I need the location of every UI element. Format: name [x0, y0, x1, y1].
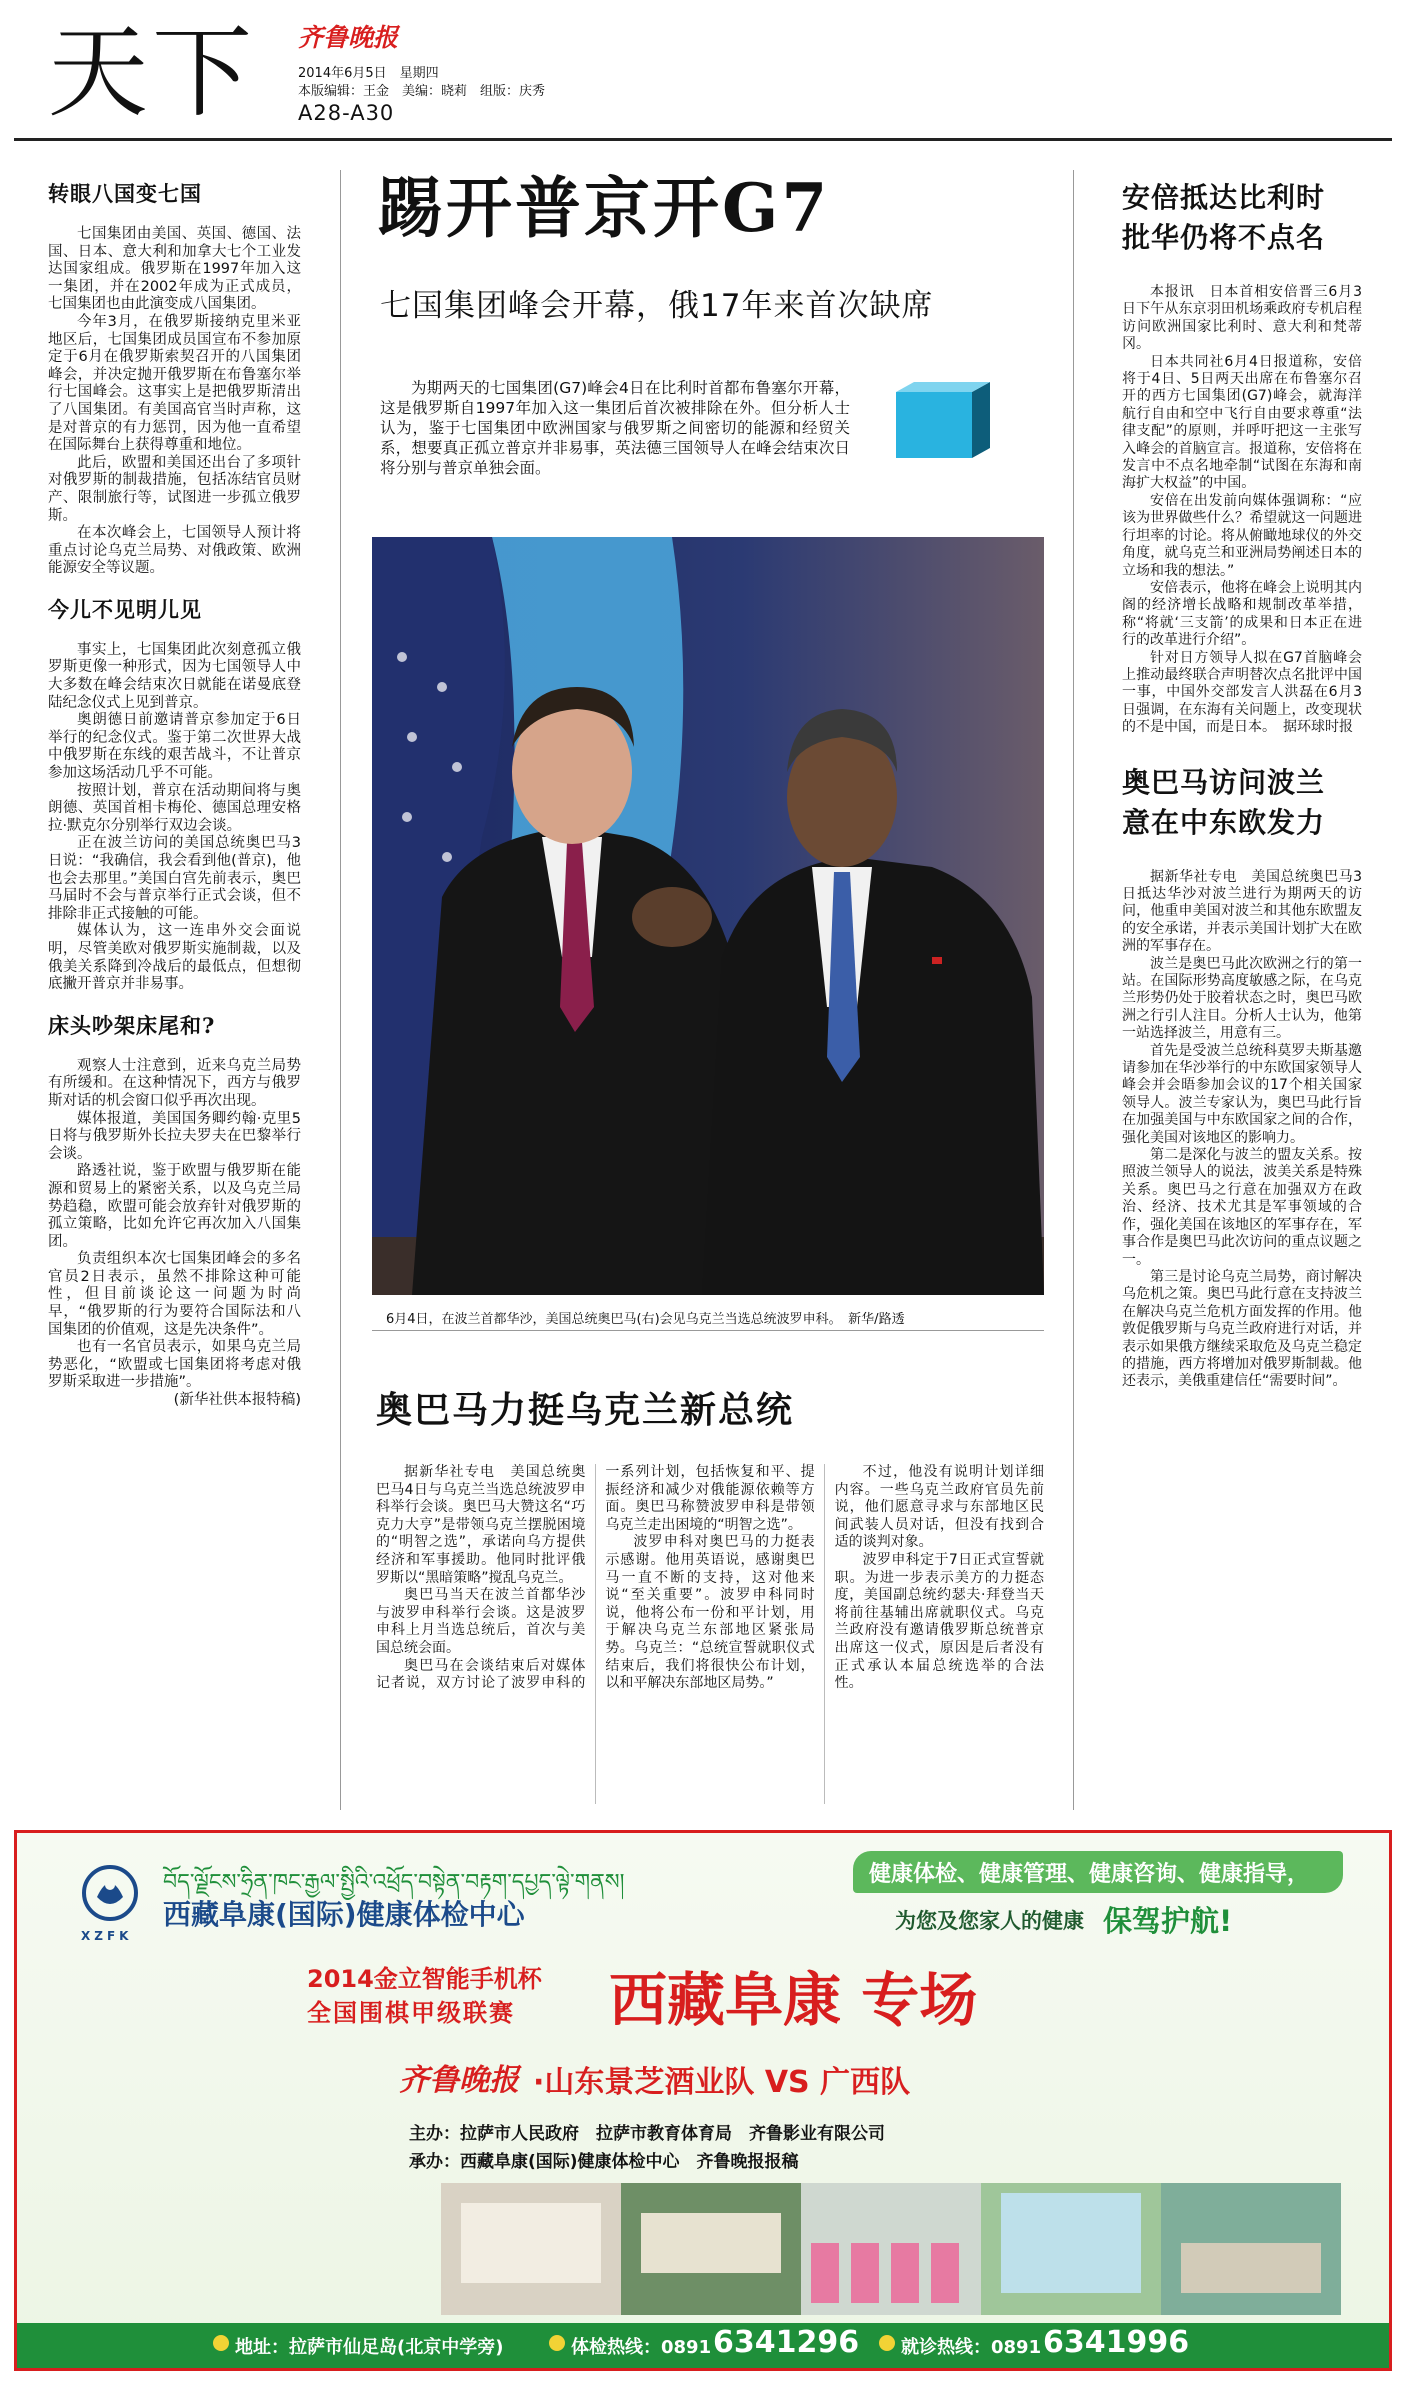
checkup-hotline-label: 体检热线：0891	[571, 2337, 712, 2358]
logo-abbreviation: XZFK	[81, 1929, 133, 1943]
slogan-line2b: 保驾护航!	[1103, 1904, 1233, 1938]
section-heading: 今儿不见明儿见	[48, 596, 202, 622]
tibetan-name: བོད་ལྗོངས་ཧྲིན་ཁང་རྒྱལ་སྤྱིའི་འཕྲོད་བསྟེན་བརྟག་དཔྱད་ལྟེ་གནས།	[163, 1870, 625, 1895]
section-heading-line2: 批华仍将不点名	[1122, 221, 1326, 254]
editor-credits: 本版编辑：王金 美编：晓莉 组版：庆秀	[298, 84, 546, 99]
article-body	[1122, 869, 1362, 1391]
paragraph: 波兰是奥巴马此次欧洲之行的第一站。在国际形势高度敏感之际，在乌克兰形势仍处于胶着状态之时，奥巴马欧洲之行引人注目。分析人士认为，他第一站选择波兰，用意有三。	[1122, 955, 1362, 1042]
slogan-line1: 健康体检、健康管理、健康咨询、健康指导，	[869, 1862, 1310, 1887]
paragraph: 媒体报道，美国国务卿约翰·克里5日将与俄罗斯外长拉夫罗夫在巴黎举行会谈。	[48, 1110, 301, 1162]
section-heading: 床头吵架床尾和?	[48, 1012, 216, 1038]
clinic-hotline-number: 6341996	[1043, 2325, 1190, 2360]
article-body	[48, 1058, 301, 1410]
paragraph: 安倍表示，他将在峰会上说明其内阁的经济增长战略和规制改革举措，称“将就‘三支箭’的成果和日本正在进行的改革进行介绍”。	[1122, 579, 1362, 649]
paragraph: 在本次峰会上，七国领导人预计将重点讨论乌克兰局势、对俄政策、欧洲能源安全等议题。	[48, 525, 301, 577]
paragraph: 正在波兰访问的美国总统奥巴马3日说：“我确信，我会看到他(普京)，他也会去那里。”美国白宫先前表示，奥巴马届时不会与普京举行正式会谈，但不排除非正式接触的可能。	[48, 835, 301, 922]
event-title-line1: 2014金立智能手机杯	[307, 1965, 542, 1993]
host-line: 主办：拉萨市人民政府 拉萨市教育体育局 齐鲁影业有限公司	[409, 2124, 885, 2144]
newspaper-brand: 齐鲁晚报	[298, 23, 399, 52]
caption-rule	[372, 1330, 1044, 1331]
paragraph: 不过，他没有说明计划详细内容。一些乌克兰政府官员先前说，他们愿意寻求与东部地区民间武装人员对话，但没有找到合适的谈判对象。	[834, 1464, 1044, 1551]
paragraph: 奥巴马当天在波兰首都华沙与波罗申科举行会谈。这是波罗申科上月当选总统后，首次与美国总统会面。	[376, 1587, 586, 1656]
paragraph: 按照计划，普京在活动期间将与奥朗德、英国首相卡梅伦、德国总理安格拉·默克尔分别举行双边会谈。	[48, 782, 301, 834]
page-range: A28-A30	[298, 101, 395, 125]
paragraph: 据新华社专电 美国总统奥巴马3日抵达华沙对波兰进行为期两天的访问，他重申美国对波兰和其他东欧盟友的安全承诺，并表示美国计划扩大在欧洲的军事存在。	[1122, 868, 1362, 955]
match-brand: 齐鲁晚报	[399, 2063, 519, 2098]
section-heading: 奥巴马访问波兰	[1122, 765, 1326, 799]
paragraph: 今年3月，在俄罗斯接纳克里米亚地区后，七国集团成员国宣布不参加原定于6月在俄罗斯索契召开的八国集团峰会，并决定抛开俄罗斯在布鲁塞尔举行七国峰会。这事实上是把俄罗斯清出了八国集团。有美国高官当时声称，这是对普京的有力惩罚，因为他一直希望在国际舞台上获得尊重和地位。	[48, 313, 301, 454]
xzfk-logo-icon	[73, 1863, 147, 1933]
paragraph: 据新华社专电 美国总统奥巴马4日与乌克兰当选总统波罗申科举行会谈。奥巴马大赞这名“巧克力大亨”是带领乌克兰摆脱困境的“明智之选”，承诺向乌方提供经济和军事援助。他同时批评俄罗斯以“黑暗策略”搅乱乌克兰。	[376, 1464, 586, 1586]
paragraph: 为期两天的七国集团(G7)峰会4日在比利时首都布鲁塞尔开幕，这是俄罗斯自1997年加入这一集团后首次被排除在外。但分析人士认为，鉴于七国集团中欧洲国家与俄罗斯之间密切的能源和经贸关系，想要真正孤立普京并非易事，英法德三国领导人在峰会结束次日将分别与普京单独会面。	[380, 379, 850, 477]
paragraph: 第三是讨论乌克兰局势，商讨解决乌危机之策。奥巴马此行意在支持波兰在解决乌克兰危机方面发挥的作用。他敦促俄罗斯与乌克兰政府进行对话，并表示如果俄方继续采取危及乌克兰稳定的措施，西方将增加对俄罗斯制裁。他还表示，美俄重建信任“需要时间”。	[1122, 1268, 1362, 1390]
decorative-block-icon	[890, 378, 1000, 468]
paragraph: 此后，欧盟和美国还出台了多项针对俄罗斯的制裁措施，包括冻结官员财产、限制旅行等，试图进一步孤立俄罗斯。	[48, 454, 301, 524]
article-body	[48, 642, 301, 994]
headline: 踢开普京开G7	[377, 169, 831, 247]
news-photo	[372, 537, 1044, 1295]
slogan-line2a: 为您及您家人的健康	[895, 1909, 1084, 1933]
right-column	[1122, 178, 1362, 1391]
subheadline: 七国集团峰会开幕，俄17年来首次缺席	[380, 288, 934, 324]
column-divider-right	[1073, 170, 1074, 1810]
paragraph: 奥朗德日前邀请普京参加定于6日举行的纪念仪式。鉴于第二次世界大战中俄罗斯在东线的艰苦战斗，不让普京参加这场活动几乎不可能。	[48, 712, 301, 782]
photo-caption: 6月4日，在波兰首都华沙，美国总统奥巴马(右)会见乌克兰当选总统波罗申科。 新华/路透	[386, 1312, 905, 1327]
paragraph: 首先是受波兰总统科莫罗夫斯基邀请参加在华沙举行的中东欧国家领导人峰会并会晤参加会议的17个相关国家领导人。波兰专家认为，奥巴马此行旨在加强美国与中东欧国家之间的合作，强化美国对该地区的影响力。	[1122, 1042, 1362, 1146]
section-heading-line2: 意在中东欧发力	[1122, 805, 1326, 839]
section-heading: 安倍抵达比利时	[1122, 181, 1326, 214]
section-title: 天下	[48, 14, 256, 131]
lead-paragraph	[380, 378, 850, 478]
story-body	[376, 1464, 1044, 1804]
paragraph: 媒体认为，这一连串外交会面说明，尽管美欧对俄罗斯实施制裁，以及俄美关系降到冷战后的最低点，但想彻底撇开普京并非易事。	[48, 923, 301, 993]
organization-name: 西藏阜康(国际)健康体检中心	[163, 1898, 525, 1931]
article-body	[1122, 284, 1362, 737]
event-big-title: 西藏阜康 专场	[609, 1966, 978, 2034]
paragraph: 本报讯 日本首相安倍晋三6月3日下午从东京羽田机场乘政府专机启程访问欧洲国家比利时、意大利和梵蒂冈。	[1122, 284, 1362, 353]
paragraph: 负责组织本次七国集团峰会的多名官员2日表示，虽然不排除这种可能性，但目前谈论这一问题为时尚早，“俄罗斯的行为要符合国际法和八国集团的价值观，这是先决条件”。	[48, 1251, 301, 1338]
section-heading: 转眼八国变七国	[48, 181, 202, 206]
phone-icon	[549, 2335, 565, 2351]
article-body	[48, 226, 301, 578]
facility-photo-strip	[441, 2183, 1341, 2315]
advertisement	[14, 1830, 1392, 2371]
paragraph: 日本共同社6月4日报道称，安倍将于4日、5日两天出席在布鲁塞尔召开的西方七国集团(G7)峰会，就海洋航行自由和空中飞行自由要求尊重“法律支配”的原则，并呼吁把这一主张写入峰会的首脑宣言。报道称，安倍将在发言中不点名地牵制“试图在东海和南海扩大权益”的中国。	[1122, 353, 1362, 492]
issue-date: 2014年6月5日 星期四	[298, 66, 439, 81]
story-headline: 奥巴马力挺乌克兰新总统	[376, 1389, 795, 1431]
clinic-hotline-label: 就诊热线：0891	[901, 2337, 1042, 2358]
paragraph: 第二是深化与波兰的盟友关系。按照波兰领导人的说法，波美关系是特殊关系。奥巴马之行意在加强双方在政治、经济、技术尤其是军事领域的合作，强化美国在该地区的军事存在，军事合作是奥巴马此次访问的重点议题之一。	[1122, 1147, 1362, 1268]
byline: (新华社供本报特稿)	[173, 1392, 301, 1409]
paragraph: 波罗申科定于7日正式宣誓就职。为进一步表示美方的力挺态度，美国副总统约瑟夫·拜登当天将前往基辅出席就职仪式。乌克兰政府没有邀请俄罗斯总统普京出席这一仪式，原因是后者没有正式承认本届总统选举的合法性。	[834, 1551, 1044, 1692]
phone-icon	[879, 2335, 895, 2351]
location-icon	[213, 2335, 229, 2351]
event-title-line2: 全国围棋甲级联赛	[307, 1999, 515, 2027]
organizer-line: 承办：西藏阜康(国际)健康体检中心 齐鲁晚报报稿	[409, 2152, 799, 2172]
paragraph: 观察人士注意到，近来乌克兰局势有所缓和。在这种情况下，西方与俄罗斯对话的机会窗口似乎再次出现。	[48, 1057, 301, 1109]
address-label: 地址：拉萨市仙足岛(北京中学旁)	[235, 2337, 504, 2358]
paragraph: 安倍在出发前向媒体强调称：“应该为世界做些什么？希望就这一问题进行坦率的讨论。将从俯瞰地球仪的外交角度，就乌克兰和亚洲局势阐述日本的立场和我的想法。”	[1122, 492, 1362, 579]
paragraph: 针对日方领导人拟在G7首脑峰会上推动最终联合声明替次点名批评中国一事，中国外交部发言人洪磊在6月3日强调，在东海有关问题上，改变现状的不是中国，而是日本。 据环球时报	[1122, 649, 1362, 736]
paragraph: 路透社说，鉴于欧盟与俄罗斯在能源和贸易上的紧密关系，以及乌克兰局势趋稳，欧盟可能会放弃针对俄罗斯的孤立策略，比如允许它再次加入八国集团。	[48, 1163, 301, 1250]
column-divider-left	[340, 170, 341, 1810]
match-title: ·山东景芝酒业队 VS 广西队	[533, 2065, 911, 2100]
paragraph: 也有一名官员表示，如果乌克兰局势恶化，“欧盟或七国集团将考虑对俄罗斯采取进一步措施”。	[48, 1339, 301, 1391]
left-column	[48, 178, 301, 1410]
paragraph: 事实上，七国集团此次刻意孤立俄罗斯更像一种形式，因为七国领导人中大多数在峰会结束次日就能在诺曼底登陆纪念仪式上见到普京。	[48, 641, 301, 711]
paragraph: 奥巴马在会谈结束后对媒体记者说，双方讨论了波罗申科的一系列计划，包括恢复和平、提振经济和减少对俄能源依赖等方面。奥巴马称赞波罗申科是带领乌克兰走出困境的“明智之选”。	[376, 1464, 815, 1692]
paragraph: 七国集团由美国、英国、德国、法国、日本、意大利和加拿大七个工业发达国家组成。俄罗斯在1997年加入这一集团，并在2002年成为正式成员，七国集团也由此演变成八国集团。	[48, 226, 301, 313]
masthead-rule	[14, 138, 1392, 141]
paragraph: 波罗申科对奥巴马的力挺表示感谢。他用英语说，感谢奥巴马一直不断的支持，这对他来说“至关重要”。波罗申科同时说，他将公布一份和平计划，用于解决乌克兰东部地区紧张局势。乌克兰：“总统宣誓就职仪式结束后，我们将很快公布计划，以和平解决东部地区局势。”	[605, 1534, 815, 1692]
checkup-hotline-number: 6341296	[713, 2325, 860, 2360]
